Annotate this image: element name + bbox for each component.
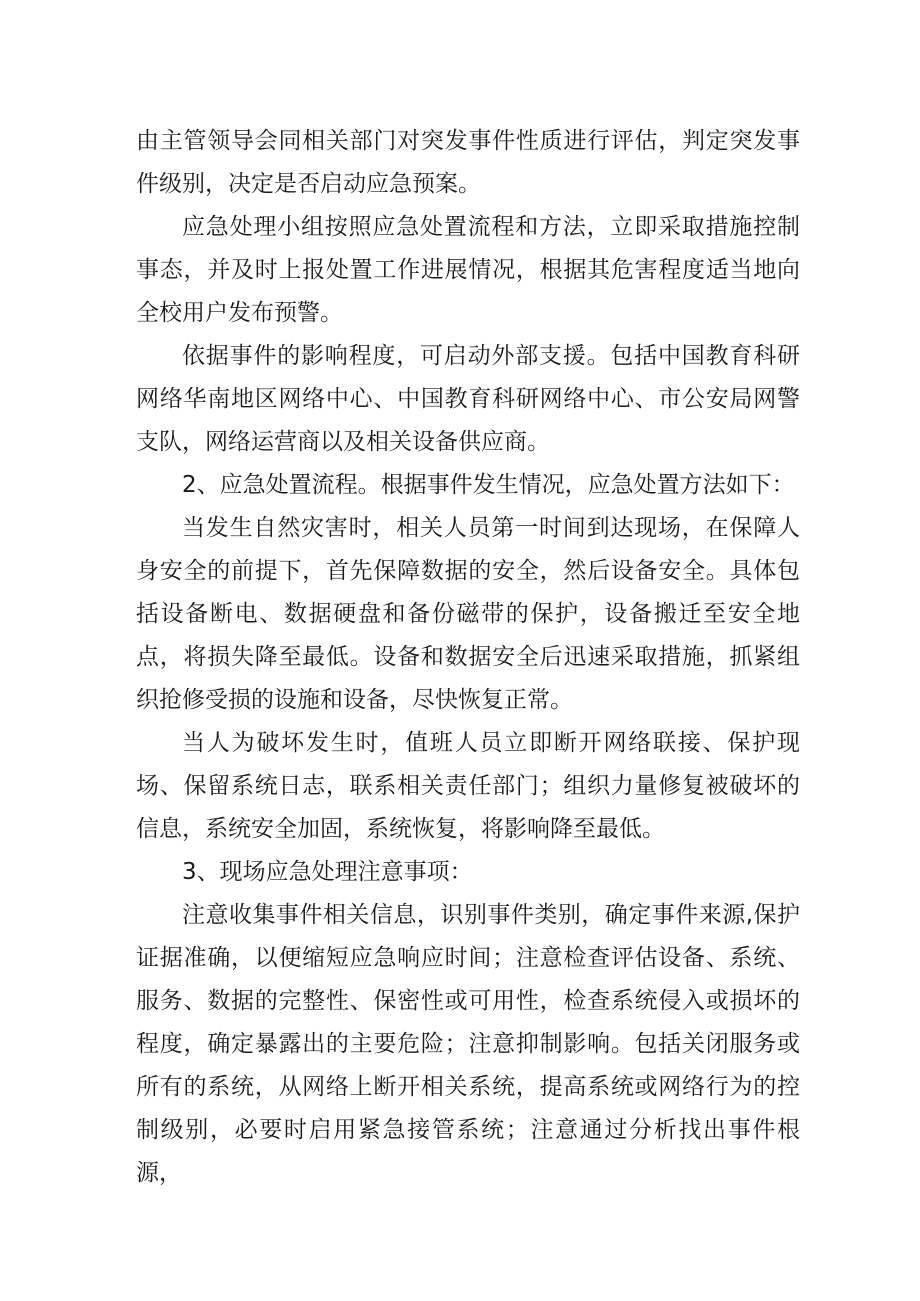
paragraph-natural-disaster: 当发生自然灾害时，相关人员第一时间到达现场，在保障人身安全的前提下，首先保障数据的安全，然后设备安全。具体包括设备断电、数据硬盘和备份磁带的保护，设备搬迁至安全地点，将损失降至最低。设备和数据安全后迅速采取措施，抓紧组织抢修受损的设施和设备，尽快恢复正常。 [136,515,800,713]
paragraph-external-support: 依据事件的影响程度，可启动外部支援。包括中国教育科研网络华南地区网络中心、中国教育科研网络中心、市公安局网警支队，网络运营商以及相关设备供应商。 [136,343,800,455]
paragraph-human-damage: 当人为破坏发生时，值班人员立即断开网络联接、保护现场、保留系统日志，联系相关责任部门；组织力量修复被破坏的信息，系统安全加固，系统恢复，将影响降至最低。 [136,730,800,842]
paragraph-emergency-team: 应急处理小组按照应急处置流程和方法，立即采取措施控制事态，并及时上报处置工作进展情况，根据其危害程度适当地向全校用户发布预警。 [136,214,800,326]
heading-onsite-notes: 3、现场应急处理注意事项： [182,859,473,885]
paragraph-onsite-notes: 注意收集事件相关信息，识别事件类别，确定事件来源,保护证据准确，以便缩短应急响应时间；注意检查评估设备、系统、服务、数据的完整性、保密性或可用性，检查系统侵入或损坏的程度，确定暴露出的主要危险；注意抑制影响。包括关闭服务或所有的系统，从网络上断开相关系统，提高系统或网络行为的控制级别，必要时启用紧急接管系统；注意通过分析找出事件根源， [136,902,800,1186]
heading-emergency-process: 2、应急处置流程。根据事件发生情况，应急处置方法如下： [182,472,795,498]
paragraph-continued-evaluation: 由主管领导会同相关部门对突发事件性质进行评估，判定突发事件级别，决定是否启动应急预案。 [136,128,800,197]
document-body [136,120,800,1195]
